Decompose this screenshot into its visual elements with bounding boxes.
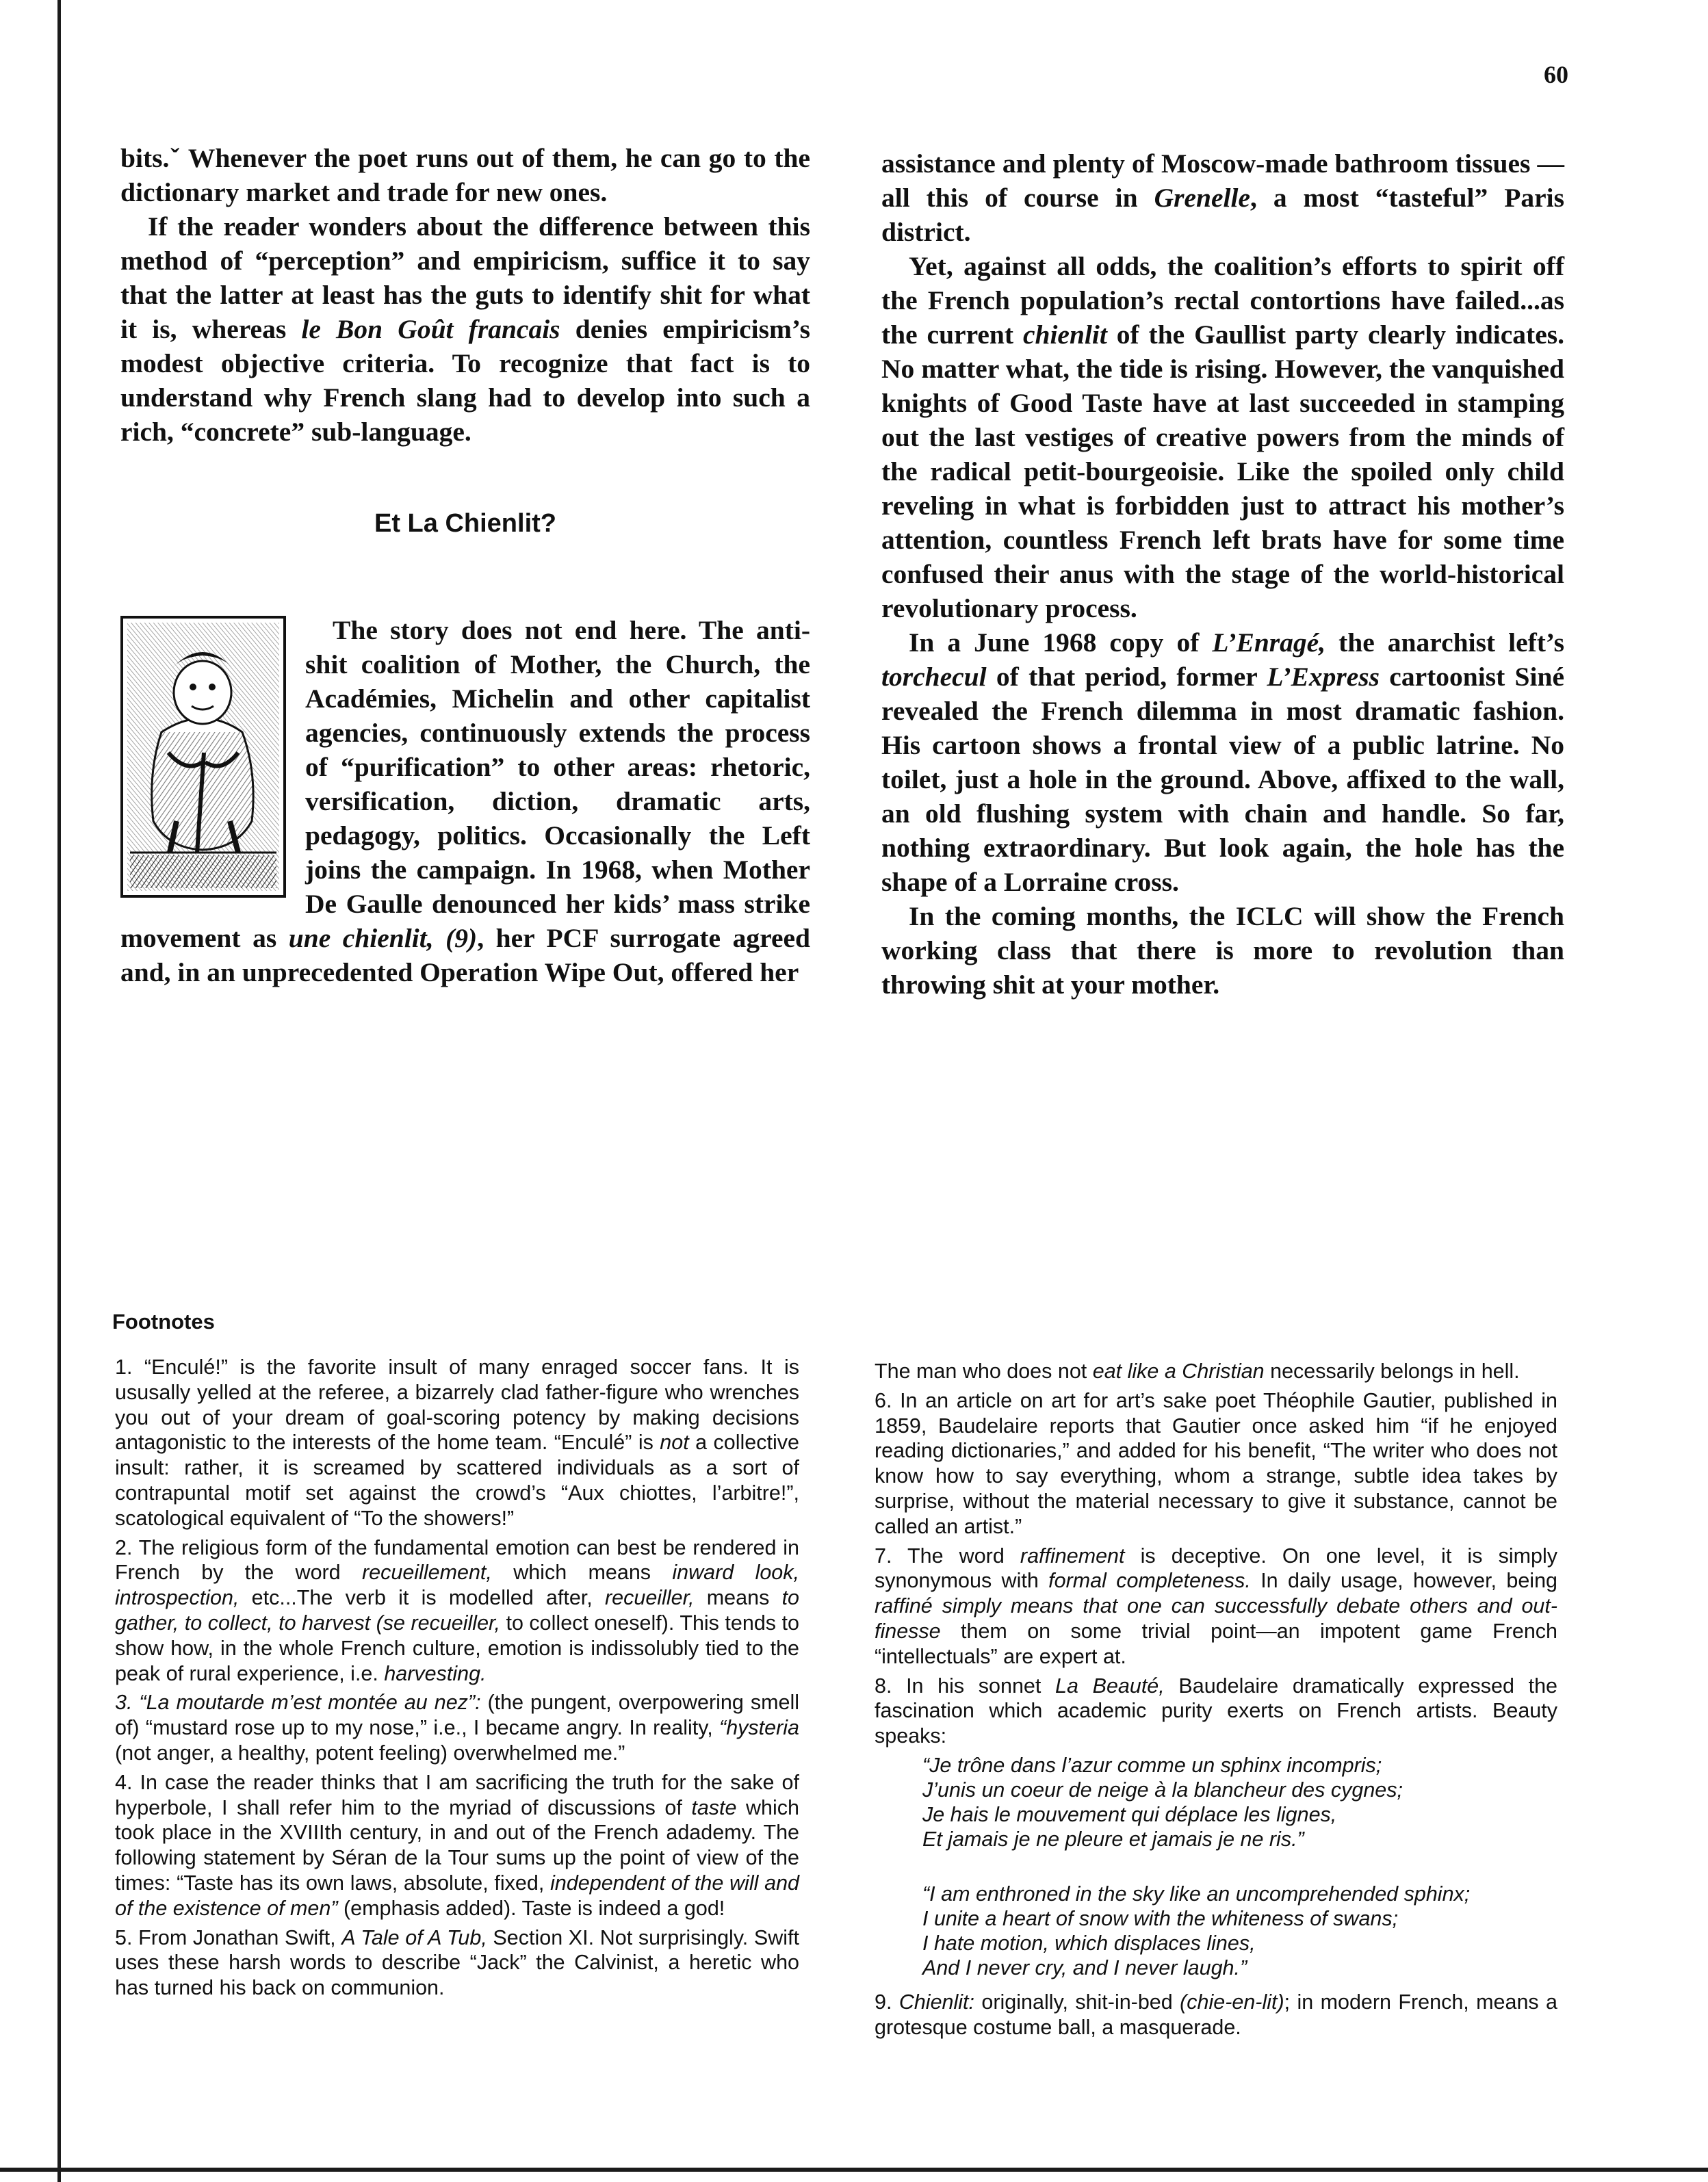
left-column-top	[120, 141, 810, 449]
poem-line: Je hais le mouvement qui déplace les lignes,	[922, 1802, 1337, 1826]
poem-line: Et jamais je ne pleure et jamais je ne ris.”	[922, 1827, 1304, 1851]
illustration-spacer	[120, 613, 305, 900]
footnote-3: 3. “La moutarde m’est montée au nez”: (the pungent, overpowering smell of) “mustard rose up to my nose,” i.e., I became angry. In reality, “hysteria (not anger, a healthy, potent feeling) overwhelmed me.”	[115, 1691, 799, 1765]
right-column	[881, 146, 1564, 1002]
footnote-6: 6. In an article on art for art’s sake poet Théophile Gautier, published in 1859, Baudelaire reports that Gautier once asked him “if he enjoyed reading dictionaries,” and added for his benefit, “The writer who does not know how to say everything, whom a strange, subtle idea takes by surprise, without the material necessary to give it substance, cannot be called an artist.”	[875, 1388, 1557, 1538]
right-paragraph-4: In the coming months, the ICLC will show the French working class that there is more to revolution than throwing shit at your mother.	[881, 901, 1564, 1000]
footnotes-title: Footnotes	[112, 1310, 215, 1334]
left-paragraph-2: If the reader wonders about the difference between this method of “perception” and empiricism, suffice it to say that the latter at least has the guts to identify shit for what it is, whereas le Bon Goût francais denies empiricism’s modest objective criteria. To recognize that fact is to understand why French slang had to develop into such a rich, “concrete” sub-language.	[120, 211, 810, 447]
footnote-4: 4. In case the reader thinks that I am sacrificing the truth for the sake of hyperbole, I shall refer him to the myriad of discussions of taste which took place in the XVIIIth century, in and out of the French adademy. The following statement by Séran de la Tour sums up the point of view of the times: “Taste has its own laws, absolute, fixed, independent of the will and of the existence of men” (emphasis added). Taste is indeed a god!	[115, 1770, 800, 1920]
right-paragraph-2: Yet, against all odds, the coalition’s efforts to spirit off the French population’s rectal contortions have failed...as the current chienlit of the Gaullist party clearly indicates. No matter what, the tide is rising. However, the vanquished knights of Good Taste have at last succeeded in stamping out the last vestiges of creative powers from the minds of the radical petit-bourgeoisie. Like the spoiled only child reveling in what is forbidden just to attract his mother’s attention, countless French left brats have for some time confused their anus with the stage of the world-historical revolutionary process.	[881, 251, 1564, 623]
left-paragraph-3: The story does not end here. The anti-shit coalition of Mother, the Church, the Académies, Michelin and other capitalist agencies, continuously extends the process of “purification” to other areas: rhetoric, versification, diction, dramatic arts, pedagogy, politics. Occasionally the Left joins the campaign. In 1968, when Mother De Gaulle denounced her kids’ mass strike movement as une chienlit, (9), her PCF surrogate agreed and, in an unprecedented Operation Wipe Out, offered her	[120, 615, 810, 987]
footnote-5-continued: The man who does not eat like a Christian necessarily belongs in hell.	[875, 1360, 1520, 1383]
poem-line: I hate motion, which displaces lines,	[922, 1931, 1256, 1955]
footnote-7: 7. The word raffinement is deceptive. On one level, it is simply synonymous with formal completeness. In daily usage, however, being raffiné simply means that one can successfully debate others and out-finesse them on some trivial point—an impotent game French “intellectuals” are expert at.	[875, 1544, 1557, 1668]
poem-french	[922, 1753, 1557, 1852]
left-column-wrap-text	[120, 613, 810, 989]
footnote-8: 8. In his sonnet La Beauté, Baudelaire dramatically expressed the fascination which academic purity exerts on French artists. Beauty speaks:	[875, 1674, 1557, 1748]
scan-edge-left	[57, 0, 61, 2182]
poem-line: J’unis un coeur de neige à la blancheur des cygnes;	[922, 1778, 1403, 1802]
poem-line: “I am enthroned in the sky like an uncomprehended sphinx;	[922, 1882, 1471, 1906]
poem-line: And I never cry, and I never laugh.”	[922, 1956, 1247, 1979]
page-number: 60	[1544, 61, 1568, 88]
footnote-2: 2. The religious form of the fundamental emotion can best be rendered in French by the word recueillement, which means inward look, introspection, etc...The verb it is modelled after, recueiller, means to gather, to collect, to harvest (se recueiller, to collect oneself). This tends to show how, in the whole French culture, emotion is indissolubly tied to the peak of rural experience, i.e. harvesting.	[115, 1535, 799, 1685]
left-paragraph-1: bits.ˇ Whenever the poet runs out of them, he can go to the dictionary market and trade for new ones.	[120, 143, 810, 207]
right-paragraph-1: assistance and plenty of Moscow-made bathroom tissues — all this of course in Grenelle, a most “tasteful” Paris district.	[881, 148, 1564, 247]
right-paragraph-3: In a June 1968 copy of L’Enragé, the anarchist left’s torchecul of that period, former L’Express cartoonist Siné revealed the French dilemma in most dramatic fashion. His cartoon shows a frontal view of a public latrine. No toilet, just a hole in the ground. Above, affixed to the wall, an old flushing system with chain and handle. So far, nothing extraordinary. But look again, the hole has the shape of a Lorraine cross.	[881, 627, 1564, 897]
footnotes-right-column	[875, 1359, 1557, 2044]
footnote-5: 5. From Jonathan Swift, A Tale of A Tub, Section XI. Not surprisingly. Swift uses these harsh words to describe “Jack” the Calvinist, a heretic who has turned his back on communion.	[115, 1925, 800, 2000]
poem-english	[922, 1882, 1557, 1980]
poem-line: “Je trône dans l’azur comme un sphinx incompris;	[922, 1753, 1382, 1777]
scan-edge-bottom	[0, 2168, 1708, 2172]
poem-gap	[875, 1854, 1557, 1879]
footnotes-left-column	[115, 1355, 799, 2005]
footnote-1: 1. “Enculé!” is the favorite insult of many enraged soccer fans. It is ususally yelled at the referee, a bizarrely clad father-figure who wrenches you out of your dream of goal-scoring potency by making decisions antagonistic to the interests of the home team. “Enculé” is not a collective insult: rather, it is screamed by scattered individuals as a sort of contrapuntal motif set against the crowd’s “Aux chiottes, l’arbitre!”, scatological equivalent of “To the showers!”	[115, 1355, 799, 1530]
footnote-9: 9. Chienlit: originally, shit-in-bed (chie-en-lit); in modern French, means a grotesque costume ball, a masquerade.	[875, 1990, 1557, 2039]
section-heading: Et La Chienlit?	[374, 509, 556, 538]
poem-line: I unite a heart of snow with the whiteness of swans;	[922, 1906, 1399, 1930]
